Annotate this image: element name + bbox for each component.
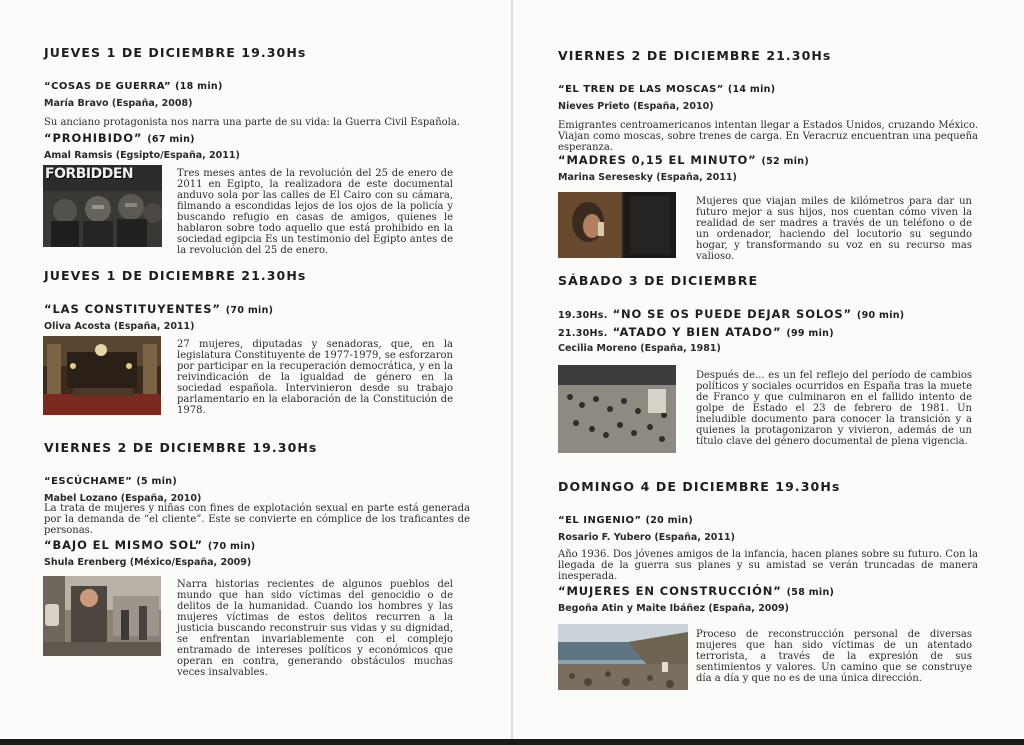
- film-time: 21.30Hs.: [558, 328, 608, 339]
- film-duration: (70 min): [207, 541, 256, 552]
- film-synopsis: Año 1936. Dos jóvenes amigos de la infancia, hacen planes sobre su futuro. Con la llegada de la guerra sus planes y su amistad se verán truncadas de manera inesperada.: [558, 549, 978, 582]
- film-title-atado-y-bien-atado: [558, 325, 834, 339]
- poster-text: FORBIDDEN: [45, 166, 134, 182]
- film-director: Nieves Prieto (España, 2010): [558, 101, 714, 112]
- film-title-text: “LAS CONSTITUYENTES”: [44, 302, 221, 316]
- film-duration: (70 min): [225, 305, 274, 316]
- film-title-text: “ESCÚCHAME”: [44, 476, 133, 487]
- film-duration: (52 min): [761, 156, 810, 167]
- film-synopsis: Tres meses antes de la revolución del 25 de enero de 2011 en Egipto, la realizadora de este documental anduvo sola por las calles de El Cairo con su cámara, filmando a escondidas lejos de los ojos de la policía y buscando refugio en casas de amigos, quienes le hablaron sobre todo aquello que está prohibido en la sociedad egipcia Es un testimonio del Egipto antes de la revolución del 25 de enero.: [177, 168, 453, 256]
- film-poster-forbidden: [43, 165, 162, 247]
- film-director: Oliva Acosta (España, 2011): [44, 321, 195, 332]
- film-title-text: “MUJERES EN CONSTRUCCIÓN”: [558, 584, 782, 598]
- film-title-text: “EL TREN DE LAS MOSCAS”: [558, 84, 724, 95]
- film-title-cosas-de-guerra: [44, 81, 223, 92]
- film-title-text: “COSAS DE GUERRA”: [44, 81, 172, 92]
- film-synopsis: La trata de mujeres y niñas con fines de explotación sexual en parte está generada por la demanda de “el cliente”. Este se convierte en cómplice de los traficantes de personas.: [44, 503, 470, 536]
- film-title-bajo-el-mismo-sol: [44, 538, 255, 552]
- section-heading: JUEVES 1 DE DICIEMBRE 21.30Hs: [44, 268, 307, 283]
- film-title-prohibido: [44, 131, 195, 145]
- film-still-phone-call: [558, 192, 676, 258]
- film-title-el-ingenio: [558, 515, 693, 526]
- film-duration: (14 min): [727, 84, 776, 95]
- film-duration: (18 min): [175, 81, 223, 92]
- film-title-text: “BAJO EL MISMO SOL”: [44, 538, 203, 552]
- film-title-las-constituyentes: [44, 302, 273, 316]
- film-title-escuchame: [44, 476, 177, 487]
- film-director: Begoña Atin y Maite Ibáñez (España, 2009): [558, 603, 789, 614]
- film-director: María Bravo (España, 2008): [44, 98, 193, 109]
- film-title-text: “EL INGENIO”: [558, 515, 642, 526]
- section-heading: SÁBADO 3 DE DICIEMBRE: [558, 273, 759, 288]
- film-title-text: “ATADO Y BIEN ATADO”: [612, 325, 782, 339]
- film-still-street: [43, 576, 161, 656]
- film-duration: (99 min): [786, 328, 834, 339]
- film-director: Mabel Lozano (España, 2010): [44, 493, 202, 504]
- section-heading: DOMINGO 4 DE DICIEMBRE 19.30Hs: [558, 479, 841, 494]
- film-still-parliament: [43, 336, 161, 415]
- film-director: Cecilia Moreno (España, 1981): [558, 343, 721, 354]
- film-director: Amal Ramsis (Egsipto/España, 2011): [44, 150, 240, 161]
- film-duration: (20 min): [645, 515, 694, 526]
- film-still-coast: [558, 624, 688, 690]
- film-synopsis: Emigrantes centroamericanos intentan llegar a Estados Unidos, cruzando México. Viajan como moscas, sobre trenes de carga. En Veracruz encuentran una pequeña esperanza.: [558, 120, 978, 153]
- film-synopsis: Narra historias recientes de algunos pueblos del mundo que han sido víctimas del genocidio o de delitos de la humanidad. Cuando los hombres y las mujeres víctimas de estos delitos recurren a la justicia buscando reconstruir sus vidas y su dignidad, se enfrentan invariablemente con el complejo entramado de intereses políticos y económicos que operan en contra, generando obstáculos muchas veces insalvables.: [177, 579, 453, 678]
- film-synopsis: Mujeres que viajan miles de kilómetros para dar un futuro mejor a sus hijos, nos cuentan cómo viven la realidad de ser madres a través de un teléfono o de un ordenador, haciendo del locutorio su segundo hogar, y transformando su voz en su recurso mas valioso.: [696, 196, 972, 262]
- film-time: 19.30Hs.: [558, 310, 608, 321]
- section-heading: JUEVES 1 DE DICIEMBRE 19.30Hs: [44, 45, 307, 60]
- film-title-no-se-os-puede: [558, 307, 904, 321]
- film-title-madres: [558, 153, 809, 167]
- film-duration: (5 min): [136, 476, 177, 487]
- film-director: Rosario F. Yubero (España, 2011): [558, 532, 735, 543]
- film-title-mujeres-en-construccion: [558, 584, 834, 598]
- film-synopsis: Proceso de reconstrucción personal de diversas mujeres que han sido víctimas de un atentado terrorista, a través de la expresión de sus sentimientos y valores. Un camino que se construye día a día y que no es de una única dirección.: [696, 629, 972, 684]
- film-title-text: “NO SE OS PUEDE DEJAR SOLOS”: [612, 307, 853, 321]
- film-still-crowd: [558, 365, 676, 453]
- film-synopsis: Su anciano protagonista nos narra una parte de su vida: la Guerra Civil Española.: [44, 117, 461, 128]
- film-duration: (67 min): [147, 134, 195, 145]
- film-title-el-tren-de-las-moscas: [558, 84, 775, 95]
- film-director: Shula Erenberg (México/España, 2009): [44, 557, 252, 568]
- section-heading: VIERNES 2 DE DICIEMBRE 21.30Hs: [558, 48, 832, 63]
- film-title-text: “MADRES 0,15 EL MINUTO”: [558, 153, 757, 167]
- scan-edge: [0, 739, 1024, 745]
- film-title-text: “PROHIBIDO”: [44, 131, 143, 145]
- film-duration: (90 min): [856, 310, 905, 321]
- page-fold: [511, 0, 513, 745]
- film-duration: (58 min): [786, 587, 835, 598]
- film-director: Marina Seresesky (España, 2011): [558, 172, 737, 183]
- film-synopsis: Después de... es un fel reflejo del período de cambios políticos y sociales ocurridos en España tras la muete de Franco y que culminaron en el fallido intento de golpe de Estado el 23 de febrero de 1981. Un ineludible documento para conocer la transición y a quienes la protagonizaron y vivieron, además de un título clave del género documental de plena vigencia.: [696, 370, 972, 447]
- section-heading: VIERNES 2 DE DICIEMBRE 19.30Hs: [44, 440, 318, 455]
- film-synopsis: 27 mujeres, diputadas y senadoras, que, en la legislatura Constituyente de 1977-1979, se esforzaron por participar en la recuperación democrática, y en la reivindicación de la igualdad de género en la sociedad española. Intervinieron desde su trabajo parlamentario en la elaboración de la Constitución de 1978.: [177, 339, 453, 416]
